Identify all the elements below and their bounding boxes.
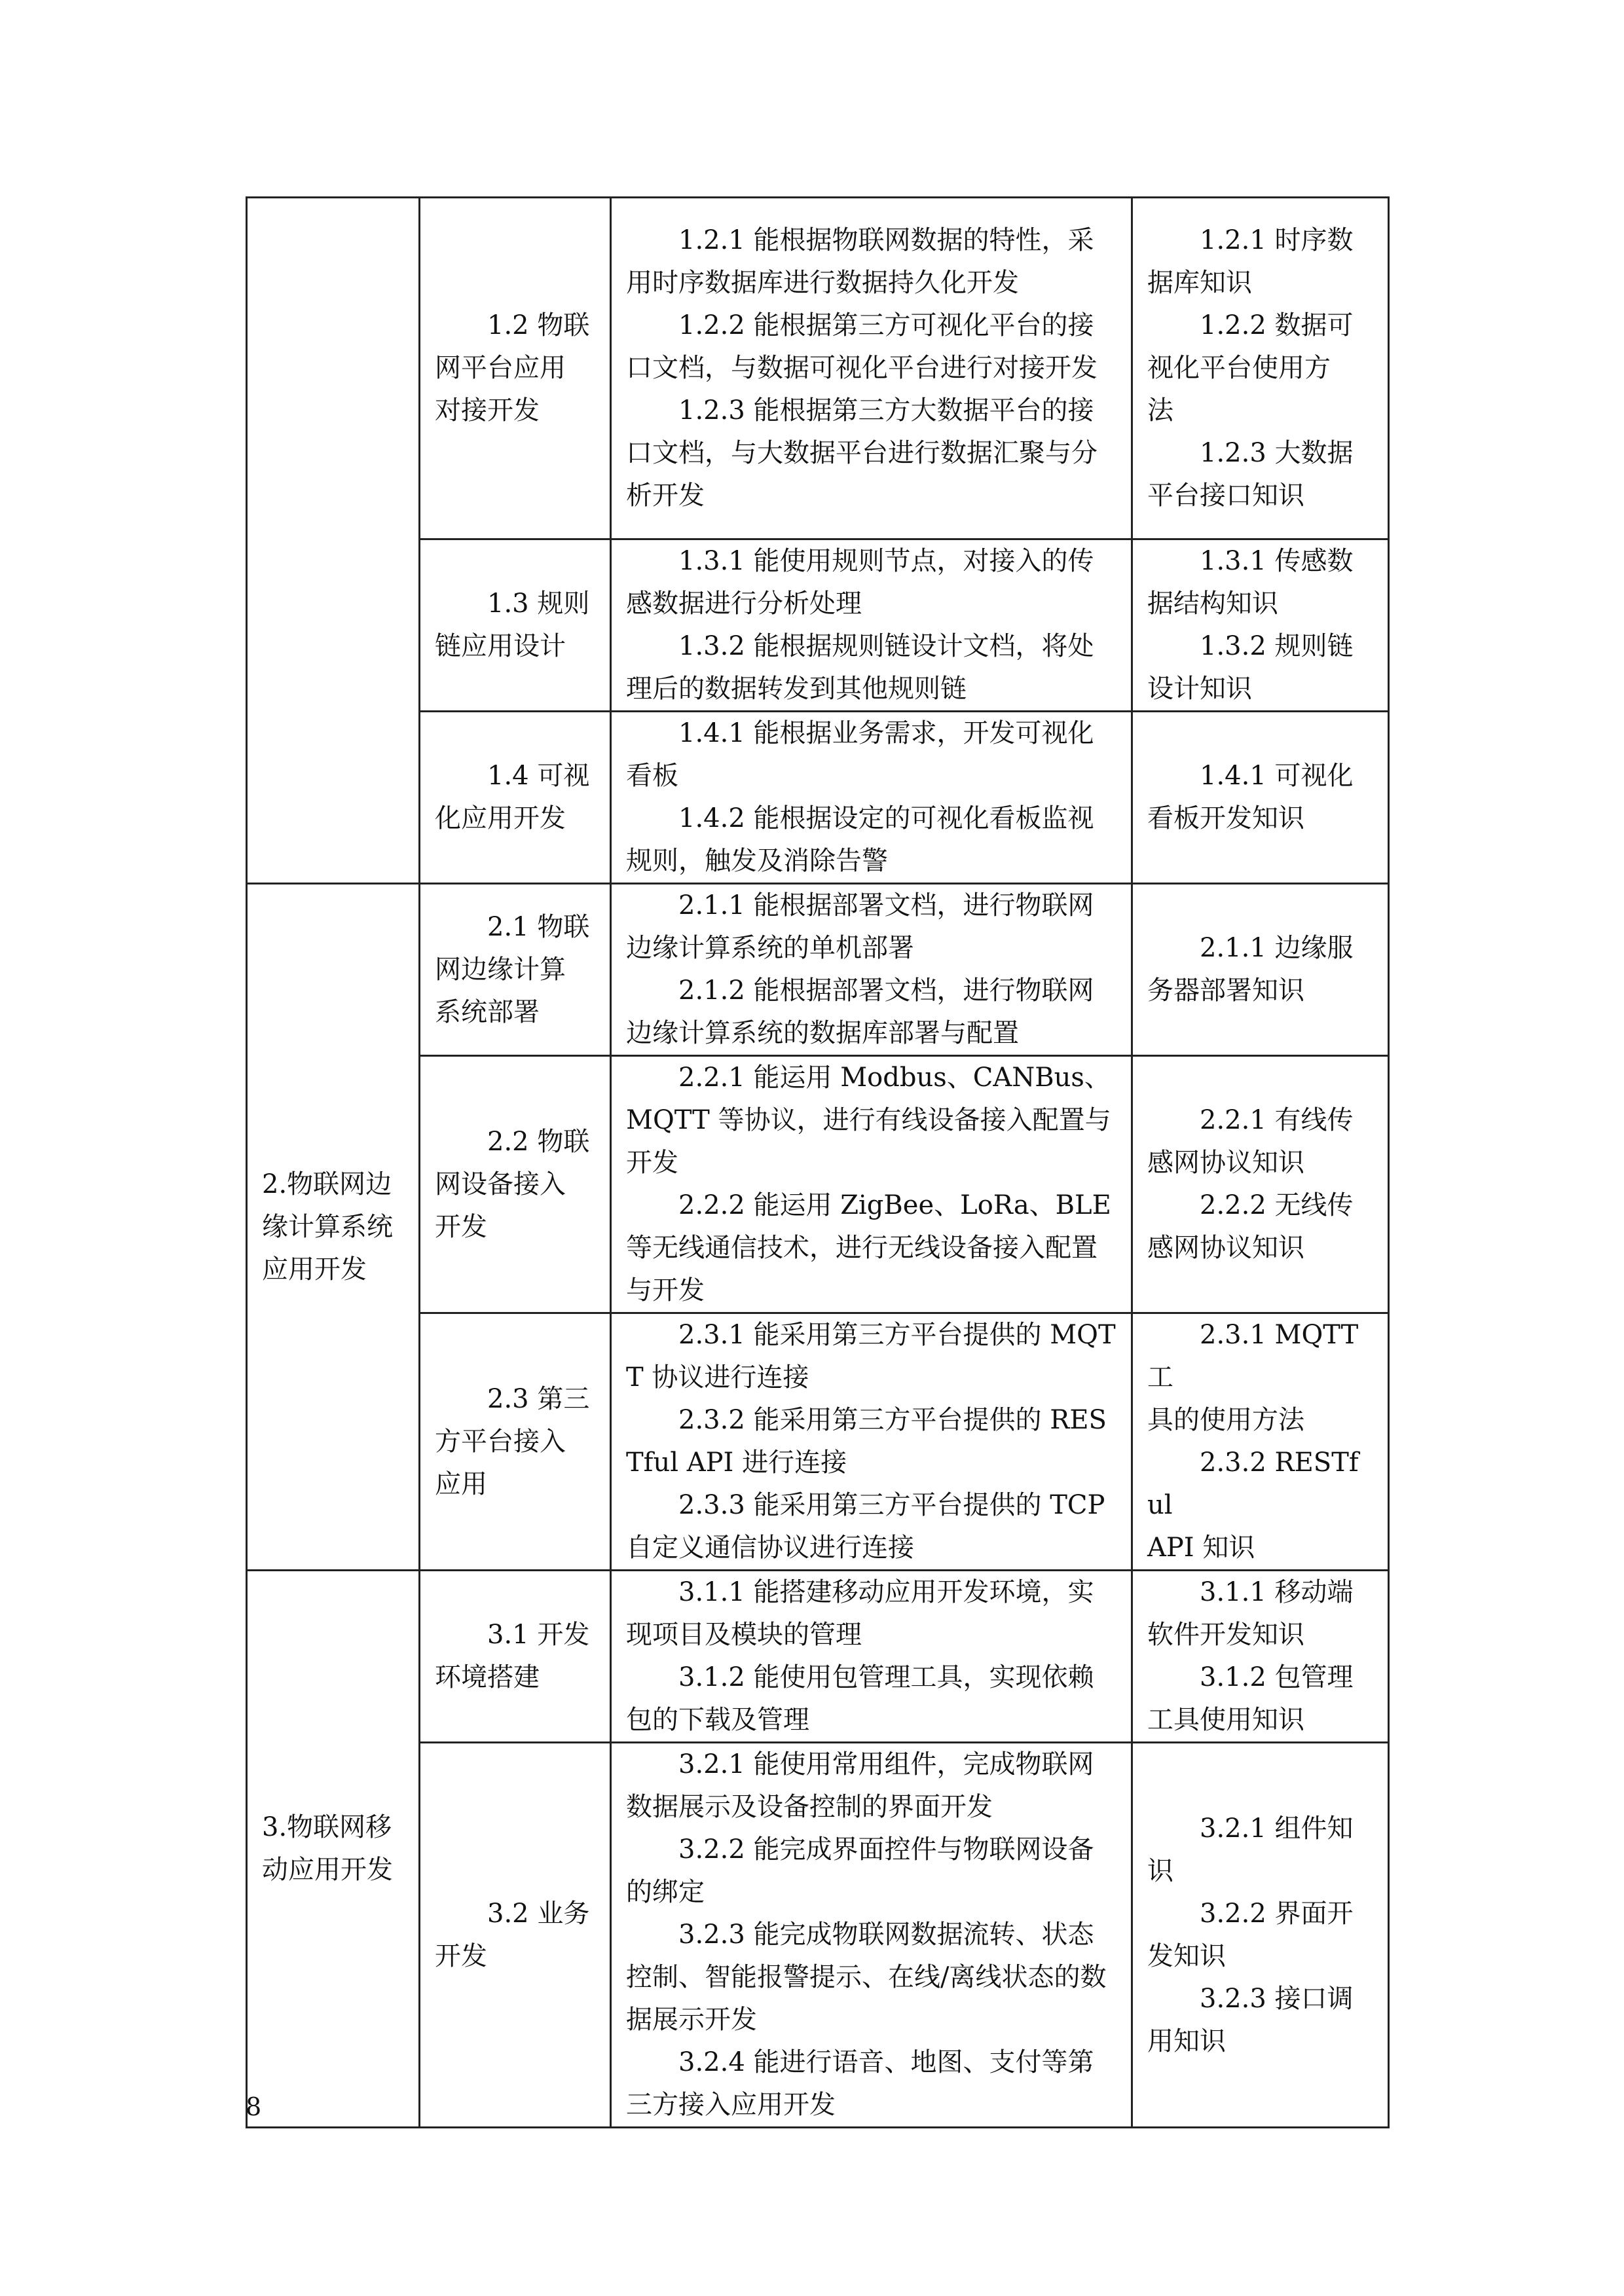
unit-label: 2.2 物联 (487, 1126, 590, 1157)
module-label: 应用开发 (262, 1254, 367, 1285)
knowledge-item: 3.1.2 包管理 (1200, 1662, 1354, 1692)
knowledge-item: 据结构知识 (1147, 589, 1278, 619)
skill-item: 3.2.1 能使用常用组件，完成物联网数据展示及设备控制的界面开发 (626, 1749, 1094, 1822)
skill-item: 1.2.2 能根据第三方可视化平台的接口文档，与数据可视化平台进行对接开发 (626, 310, 1098, 383)
skill-item: 2.3.1 能采用第三方平台提供的 MQTT 协议进行连接 (626, 1320, 1116, 1393)
unit-label: 1.4 可视 (487, 761, 590, 791)
knowledge-item: 3.2.2 界面开 (1200, 1898, 1354, 1929)
knowledge-item: 务器部署知识 (1147, 975, 1304, 1006)
skill-cell (611, 884, 1132, 1056)
knowledge-item: 感网协议知识 (1147, 1233, 1304, 1263)
skill-item: 1.3.1 能使用规则节点，对接入的传感数据进行分析处理 (626, 546, 1094, 619)
knowledge-item: 发知识 (1147, 1941, 1226, 1971)
knowledge-item: 3.1.1 移动端 (1200, 1577, 1354, 1607)
knowledge-item: 3.2.1 组件知 (1200, 1813, 1354, 1844)
skill-cell (611, 1056, 1132, 1313)
skill-cell (611, 1571, 1132, 1743)
table-row (247, 1571, 1389, 1743)
unit-label: 链应用设计 (435, 631, 566, 661)
knowledge-item: 1.2.3 大数据 (1200, 438, 1354, 468)
skill-cell (611, 1743, 1132, 2128)
knowledge-item: API 知识 (1147, 1533, 1255, 1563)
skill-item: 2.1.2 能根据部署文档，进行物联网边缘计算系统的数据库部署与配置 (626, 975, 1094, 1048)
unit-label: 开发 (435, 1211, 487, 1242)
unit-label: 网设备接入 (435, 1169, 566, 1199)
unit-cell (420, 1571, 611, 1743)
knowledge-item: 工具使用知识 (1147, 1705, 1304, 1735)
knowledge-item: 用知识 (1147, 2026, 1226, 2056)
module-label: 3.物联网移 (262, 1812, 392, 1842)
unit-label: 对接开发 (435, 395, 540, 426)
knowledge-item: 2.2.2 无线传 (1200, 1190, 1354, 1220)
unit-label: 3.2 业务 (487, 1898, 590, 1929)
unit-label: 2.1 物联 (487, 911, 590, 942)
skill-item: 1.4.2 能根据设定的可视化看板监视规则，触发及消除告警 (626, 803, 1094, 876)
knowledge-item: 2.2.1 有线传 (1200, 1105, 1354, 1135)
unit-label: 开发 (435, 1941, 487, 1971)
knowledge-item: 设计知识 (1147, 674, 1252, 704)
knowledge-item: 看板开发知识 (1147, 803, 1304, 833)
knowledge-cell (1132, 712, 1389, 884)
unit-label: 2.3 第三 (487, 1383, 590, 1414)
skill-item: 3.2.4 能进行语音、地图、支付等第三方接入应用开发 (626, 2047, 1094, 2120)
unit-label: 化应用开发 (435, 803, 566, 833)
unit-cell (420, 1056, 611, 1313)
knowledge-cell (1132, 1056, 1389, 1313)
unit-cell (420, 1743, 611, 2128)
knowledge-item: 软件开发知识 (1147, 1620, 1304, 1650)
unit-cell (420, 1313, 611, 1571)
skill-item: 2.2.2 能运用 ZigBee、LoRa、BLE 等无线通信技术，进行无线设备接入配置与开发 (626, 1190, 1111, 1305)
table-row (247, 884, 1389, 1056)
knowledge-cell (1132, 884, 1389, 1056)
skill-item: 3.1.2 能使用包管理工具，实现依赖包的下载及管理 (626, 1662, 1094, 1735)
unit-cell (420, 884, 611, 1056)
module-cell-3 (247, 1571, 420, 2128)
competency-table (246, 196, 1390, 2128)
unit-label: 系统部署 (435, 996, 540, 1027)
knowledge-item: 1.3.1 传感数 (1200, 546, 1354, 576)
skill-item: 1.3.2 能根据规则链设计文档，将处理后的数据转发到其他规则链 (626, 631, 1094, 704)
knowledge-cell (1132, 1743, 1389, 2128)
skill-cell (611, 198, 1132, 539)
knowledge-item: 视化平台使用方 (1147, 353, 1331, 383)
skill-item: 2.3.2 能采用第三方平台提供的 RESTful API 进行连接 (626, 1405, 1107, 1478)
knowledge-item: 识 (1147, 1855, 1173, 1886)
unit-label: 环境搭建 (435, 1662, 540, 1692)
page-number: 8 (246, 2092, 262, 2121)
skill-item: 1.4.1 能根据业务需求，开发可视化看板 (626, 718, 1094, 791)
skill-cell (611, 1313, 1132, 1571)
skill-item: 1.2.1 能根据物联网数据的特性，采用时序数据库进行数据持久化开发 (626, 225, 1094, 298)
unit-label: 方平台接入 (435, 1426, 566, 1457)
module-label: 动应用开发 (262, 1855, 393, 1885)
unit-label: 网平台应用 (435, 353, 566, 383)
skill-cell (611, 539, 1132, 712)
module-cell-1-continued (247, 198, 420, 884)
knowledge-item: 3.2.3 接口调 (1200, 1983, 1354, 2014)
module-cell-2 (247, 884, 420, 1571)
knowledge-item: 1.3.2 规则链 (1200, 631, 1354, 661)
unit-label: 网边缘计算 (435, 954, 566, 985)
knowledge-item: 平台接口知识 (1147, 481, 1304, 511)
knowledge-cell (1132, 1313, 1389, 1571)
table-row (247, 198, 1389, 539)
knowledge-item: 2.1.1 边缘服 (1200, 933, 1354, 963)
knowledge-item: 2.3.1 MQTT 工 (1147, 1320, 1359, 1393)
module-label: 2.物联网边 (262, 1169, 392, 1199)
unit-cell (420, 539, 611, 712)
knowledge-item: 据库知识 (1147, 268, 1252, 298)
skill-item: 3.2.2 能完成界面控件与物联网设备的绑定 (626, 1834, 1094, 1907)
knowledge-item: 法 (1147, 395, 1173, 426)
knowledge-cell (1132, 198, 1389, 539)
knowledge-item: 具的使用方法 (1147, 1405, 1304, 1435)
knowledge-item: 1.4.1 可视化 (1200, 761, 1354, 791)
skill-item: 3.2.3 能完成物联网数据流转、状态控制、智能报警提示、在线/离线状态的数据展示开发 (626, 1920, 1107, 2035)
unit-cell (420, 198, 611, 539)
knowledge-item: 1.2.1 时序数 (1200, 225, 1354, 255)
skill-item: 2.2.1 能运用 Modbus、CANBus、MQTT 等协议，进行有线设备接入配置与开发 (626, 1063, 1111, 1178)
module-label: 缘计算系统 (262, 1211, 393, 1242)
knowledge-item: 1.2.2 数据可 (1200, 310, 1354, 340)
unit-label: 1.2 物联 (487, 310, 590, 340)
knowledge-item: 感网协议知识 (1147, 1148, 1304, 1178)
skill-item: 3.1.1 能搭建移动应用开发环境，实现项目及模块的管理 (626, 1577, 1094, 1650)
knowledge-cell (1132, 539, 1389, 712)
unit-label: 应用 (435, 1468, 487, 1499)
unit-cell (420, 712, 611, 884)
skill-item: 2.1.1 能根据部署文档，进行物联网边缘计算系统的单机部署 (626, 890, 1094, 963)
skill-item: 1.2.3 能根据第三方大数据平台的接口文档，与大数据平台进行数据汇聚与分析开发 (626, 395, 1098, 511)
knowledge-item: 2.3.2 RESTful (1147, 1448, 1359, 1520)
skill-cell (611, 712, 1132, 884)
unit-label: 3.1 开发 (487, 1620, 590, 1650)
unit-label: 1.3 规则 (487, 589, 590, 619)
skill-item: 2.3.3 能采用第三方平台提供的 TCP 自定义通信协议进行连接 (626, 1490, 1105, 1563)
knowledge-cell (1132, 1571, 1389, 1743)
